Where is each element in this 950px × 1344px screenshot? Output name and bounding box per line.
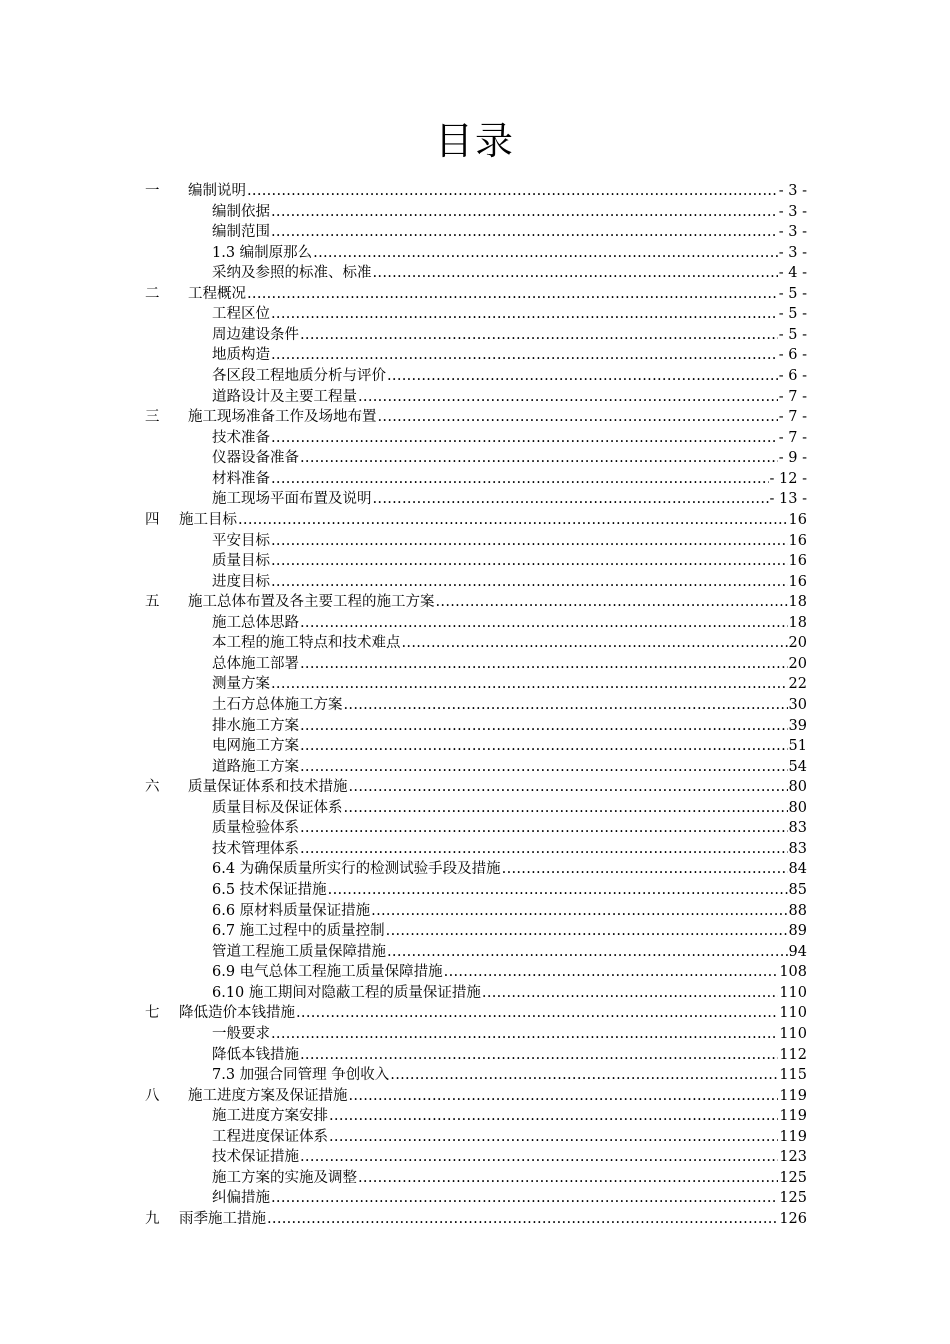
toc-dot-leader xyxy=(502,860,788,878)
toc-entry-label: 总体施工部署 xyxy=(212,655,299,672)
toc-entry-label: 平安目标 xyxy=(212,532,270,549)
toc-page-number: 80 xyxy=(788,799,807,816)
toc-entry[interactable] xyxy=(212,386,807,406)
toc-dot-leader xyxy=(300,819,788,837)
toc-entry[interactable] xyxy=(212,982,807,1002)
toc-dot-leader xyxy=(271,1189,778,1207)
toc-page-number: 18 xyxy=(788,594,807,611)
toc-dot-leader xyxy=(271,203,778,221)
toc-entry-label: 工程进度保证体系 xyxy=(212,1128,328,1145)
toc-entry[interactable] xyxy=(212,242,807,262)
toc-entry[interactable] xyxy=(145,509,807,529)
toc-entry[interactable] xyxy=(212,344,807,364)
toc-page-number: - 7 - xyxy=(778,388,807,405)
toc-entry-label: 周边建设条件 xyxy=(212,326,299,343)
toc-entry[interactable] xyxy=(212,201,807,221)
toc-entry-label: 施工现场准备工作及场地布置 xyxy=(188,409,377,426)
toc-page-number: 22 xyxy=(788,676,807,693)
toc-entry-label: 6.6 原材料质量保证措施 xyxy=(212,902,371,919)
toc-page-number: 18 xyxy=(788,614,807,631)
toc-page-number: - 12 - xyxy=(769,470,807,487)
toc-entry-label: 一般要求 xyxy=(212,1025,270,1042)
toc-entry[interactable] xyxy=(212,632,807,652)
toc-entry-label: 技术准备 xyxy=(212,429,270,446)
toc-entry[interactable] xyxy=(212,1023,807,1043)
toc-entry-label: 材料准备 xyxy=(212,470,270,487)
toc-page-number: - 7 - xyxy=(778,429,807,446)
toc-page-number: 30 xyxy=(788,697,807,713)
toc-entry[interactable] xyxy=(212,735,807,755)
toc-dot-leader xyxy=(271,346,778,364)
toc-page-number: 110 xyxy=(779,1005,807,1022)
toc-entry[interactable] xyxy=(212,817,807,837)
toc-dot-leader xyxy=(247,182,778,200)
toc-entry[interactable] xyxy=(212,530,807,550)
toc-dot-leader xyxy=(271,1025,778,1043)
toc-entry[interactable] xyxy=(145,1002,807,1022)
toc-entry-label: 施工现场平面布置及说明 xyxy=(212,491,372,508)
toc-page-number: 16 xyxy=(788,511,807,528)
toc-title: 目录 xyxy=(434,119,515,163)
toc-page-number: - 6 - xyxy=(778,368,807,385)
toc-page-number: 88 xyxy=(788,902,807,919)
toc-dot-leader xyxy=(436,593,788,611)
toc-entry-label: 施工目标 xyxy=(179,511,237,528)
toc-dot-leader xyxy=(271,532,788,550)
toc-page-number: 119 xyxy=(779,1128,807,1145)
toc-dot-leader xyxy=(296,1004,778,1022)
toc-chapter-number: 一 xyxy=(145,183,160,199)
toc-dot-leader xyxy=(300,655,788,673)
toc-dot-leader xyxy=(300,1046,778,1064)
toc-page-number: 51 xyxy=(788,738,807,755)
toc-entry[interactable] xyxy=(212,468,807,488)
toc-page-number: - 5 - xyxy=(778,306,807,323)
toc-entry[interactable] xyxy=(145,283,807,303)
toc-entry-label: 施工进度方案及保证措施 xyxy=(188,1087,348,1104)
toc-dot-leader xyxy=(344,696,788,714)
toc-entry[interactable] xyxy=(145,776,807,796)
toc-page-number: 125 xyxy=(779,1169,807,1186)
toc-entry[interactable] xyxy=(212,1167,807,1187)
toc-entry[interactable] xyxy=(212,262,807,282)
toc-entry[interactable] xyxy=(212,961,807,981)
toc-entry[interactable] xyxy=(212,488,807,508)
toc-page-number: 94 xyxy=(788,943,807,960)
toc-entry[interactable] xyxy=(145,1208,807,1228)
toc-entry-label: 测量方案 xyxy=(212,676,270,693)
toc-page-number: 20 xyxy=(788,655,807,672)
toc-entry-label: 进度目标 xyxy=(212,573,270,590)
toc-entry-label: 纠偏措施 xyxy=(212,1190,270,1207)
toc-dot-leader xyxy=(300,758,788,776)
toc-chapter-number: 六 xyxy=(145,779,160,796)
toc-entry[interactable] xyxy=(212,653,807,673)
toc-page-number: 39 xyxy=(788,717,807,734)
toc-entry[interactable] xyxy=(212,879,807,899)
toc-dot-leader xyxy=(371,902,787,920)
toc-entry-label: 施工总体布置及各主要工程的施工方案 xyxy=(188,594,435,611)
toc-dot-leader xyxy=(267,1210,778,1228)
toc-page-number: - 3 - xyxy=(778,203,807,220)
toc-entry[interactable] xyxy=(212,303,807,323)
toc-page-number: 85 xyxy=(788,882,807,899)
toc-page-number: 123 xyxy=(779,1149,807,1166)
toc-entry-label: 道路设计及主要工程量 xyxy=(212,388,357,405)
toc-page-number: 80 xyxy=(788,779,807,796)
toc-entry-label: 土石方总体施工方案 xyxy=(212,697,343,713)
toc-entry-label: 电网施工方案 xyxy=(212,738,299,755)
toc-dot-leader xyxy=(386,922,788,940)
toc-entry[interactable] xyxy=(212,365,807,385)
toc-entry[interactable] xyxy=(212,797,807,817)
toc-entry-label: 地质构造 xyxy=(212,347,270,364)
toc-dot-leader xyxy=(271,429,778,447)
toc-entry-label: 质量保证体系和技术措施 xyxy=(188,779,348,796)
toc-entry[interactable] xyxy=(212,1105,807,1125)
toc-dot-leader xyxy=(349,778,788,796)
toc-entry-label: 工程区位 xyxy=(212,306,270,323)
toc-dot-leader xyxy=(271,675,788,693)
toc-entry[interactable] xyxy=(212,858,807,878)
toc-entry-label: 管道工程施工质量保障措施 xyxy=(212,943,386,960)
toc-page-number: 119 xyxy=(779,1108,807,1125)
toc-dot-leader xyxy=(402,634,788,652)
toc-chapter-number: 四 xyxy=(145,511,160,528)
toc-entry-label: 采纳及参照的标准、标准 xyxy=(212,265,372,282)
toc-dot-leader xyxy=(300,717,788,735)
toc-entry-label: 编制说明 xyxy=(188,183,246,199)
toc-dot-leader xyxy=(300,326,778,344)
toc-entry-label: 编制范围 xyxy=(212,224,270,241)
toc-entry[interactable] xyxy=(212,1064,807,1084)
toc-page-number: 108 xyxy=(779,964,807,981)
toc-entry-label: 工程概况 xyxy=(188,285,246,302)
toc-page-number: - 9 - xyxy=(778,450,807,467)
toc-entry-label: 仪器设备准备 xyxy=(212,450,299,467)
toc-entry[interactable] xyxy=(212,571,807,591)
toc-page-number: 16 xyxy=(788,553,807,570)
toc-entry[interactable] xyxy=(212,1044,807,1064)
toc-entry-label: 技术保证措施 xyxy=(212,1149,299,1166)
toc-dot-leader xyxy=(329,1107,778,1125)
toc-page-number: 110 xyxy=(779,1025,807,1042)
toc-dot-leader xyxy=(300,449,778,467)
toc-page-number: - 5 - xyxy=(778,285,807,302)
toc-page-number: - 7 - xyxy=(778,409,807,426)
toc-dot-leader xyxy=(313,244,778,262)
toc-page-number: 16 xyxy=(788,573,807,590)
toc-page-number: 126 xyxy=(779,1211,807,1227)
toc-entry[interactable] xyxy=(212,324,807,344)
toc-entry-label: 施工方案的实施及调整 xyxy=(212,1169,357,1186)
toc-dot-leader xyxy=(373,490,769,508)
toc-page-number: - 3 - xyxy=(778,224,807,241)
toc-page-number: 89 xyxy=(788,923,807,940)
toc-entry-label: 6.9 电气总体工程施工质量保障措施 xyxy=(212,964,443,981)
toc-page-number: 115 xyxy=(779,1067,807,1084)
toc-dot-leader xyxy=(373,264,778,282)
toc-entry-label: 质量目标及保证体系 xyxy=(212,799,343,816)
toc-entry[interactable] xyxy=(212,900,807,920)
toc-entry-label: 6.4 为确保质量所实行的检测试验手段及措施 xyxy=(212,861,501,878)
toc-dot-leader xyxy=(300,737,788,755)
toc-entry-label: 编制依据 xyxy=(212,203,270,220)
toc-entry-label: 6.10 施工期间对隐蔽工程的质量保证措施 xyxy=(212,984,481,1001)
toc-dot-leader xyxy=(238,511,788,529)
toc-dot-leader xyxy=(300,840,788,858)
toc-entry-label: 各区段工程地质分析与评价 xyxy=(212,368,386,385)
toc-chapter-number: 三 xyxy=(145,409,160,426)
toc-page-number: 54 xyxy=(788,758,807,775)
toc-entry-label: 技术管理体系 xyxy=(212,840,299,857)
toc-dot-leader xyxy=(349,1087,779,1105)
toc-chapter-number: 五 xyxy=(145,594,160,611)
toc-chapter-number: 八 xyxy=(145,1087,160,1104)
toc-entry[interactable] xyxy=(212,694,807,714)
toc-page-number: 112 xyxy=(779,1046,807,1063)
toc-page-number: 119 xyxy=(779,1087,807,1104)
toc-entry-label: 降低造价本钱措施 xyxy=(179,1005,295,1022)
toc-dot-leader xyxy=(271,470,769,488)
toc-page-number: 16 xyxy=(788,532,807,549)
toc-dot-leader xyxy=(300,614,788,632)
toc-entry[interactable] xyxy=(145,406,807,426)
toc-dot-leader xyxy=(271,223,778,241)
toc-page-number: - 3 - xyxy=(778,183,807,199)
toc-chapter-number: 九 xyxy=(145,1211,160,1227)
toc-chapter-number: 七 xyxy=(145,1005,160,1022)
toc-entry-label: 1.3 编制原那么 xyxy=(212,244,313,261)
toc-dot-leader xyxy=(271,552,788,570)
toc-entry[interactable] xyxy=(212,673,807,693)
toc-entry-label: 降低本钱措施 xyxy=(212,1046,299,1063)
toc-entry[interactable] xyxy=(212,221,807,241)
toc-entry[interactable] xyxy=(145,1085,807,1105)
toc-chapter-number: 二 xyxy=(145,285,160,302)
toc-entry[interactable] xyxy=(212,941,807,961)
toc-page-number: 83 xyxy=(788,820,807,837)
toc-dot-leader xyxy=(271,573,788,591)
toc-dot-leader xyxy=(328,881,788,899)
toc-dot-leader xyxy=(444,963,779,981)
toc-page-number: 110 xyxy=(779,984,807,1001)
toc-entry[interactable] xyxy=(212,715,807,735)
toc-dot-leader xyxy=(344,799,788,817)
toc-entry[interactable] xyxy=(212,920,807,940)
toc-dot-leader xyxy=(378,408,778,426)
toc-dot-leader xyxy=(358,1169,778,1187)
toc-dot-leader xyxy=(387,367,778,385)
toc-entry[interactable] xyxy=(145,591,807,611)
toc-page-number: - 13 - xyxy=(769,491,807,508)
toc-entry-label: 质量目标 xyxy=(212,553,270,570)
toc-entry-label: 本工程的施工特点和技术难点 xyxy=(212,635,401,652)
toc-page-number: 20 xyxy=(788,635,807,652)
toc-dot-leader xyxy=(300,1148,778,1166)
toc-entry-label: 6.7 施工过程中的质量控制 xyxy=(212,923,385,940)
toc-dot-leader xyxy=(482,984,778,1002)
toc-dot-leader xyxy=(329,1128,778,1146)
toc-entry[interactable] xyxy=(212,447,807,467)
toc-entry[interactable] xyxy=(212,1187,807,1207)
toc-page-number: - 4 - xyxy=(778,265,807,282)
toc-dot-leader xyxy=(247,285,778,303)
toc-entry[interactable] xyxy=(145,180,807,200)
toc-entry-label: 质量检验体系 xyxy=(212,820,299,837)
toc-entry-label: 施工进度方案安排 xyxy=(212,1108,328,1125)
toc-page-number: - 5 - xyxy=(778,326,807,343)
toc-entry[interactable] xyxy=(212,1146,807,1166)
toc-entry-label: 施工总体思路 xyxy=(212,614,299,631)
toc-dot-leader xyxy=(358,388,778,406)
toc-page-number: - 3 - xyxy=(778,244,807,261)
toc-page-number: 84 xyxy=(788,861,807,878)
toc-entry-label: 排水施工方案 xyxy=(212,717,299,734)
toc-entry[interactable] xyxy=(212,1126,807,1146)
toc-entry[interactable] xyxy=(212,550,807,570)
toc-page-number: - 6 - xyxy=(778,347,807,364)
toc-entry-label: 7.3 加强合同管理 争创收入 xyxy=(212,1067,390,1084)
toc-entry-label: 雨季施工措施 xyxy=(179,1211,266,1227)
toc-dot-leader xyxy=(271,305,778,323)
toc-dot-leader xyxy=(390,1066,778,1084)
toc-page-number: 83 xyxy=(788,840,807,857)
toc-dot-leader xyxy=(387,943,788,961)
toc-entry[interactable] xyxy=(212,838,807,858)
toc-entry-label: 道路施工方案 xyxy=(212,758,299,775)
toc-entry[interactable] xyxy=(212,756,807,776)
toc-entry-label: 6.5 技术保证措施 xyxy=(212,882,327,899)
toc-page-number: 125 xyxy=(779,1190,807,1207)
toc-entry[interactable] xyxy=(212,427,807,447)
toc-entry[interactable] xyxy=(212,612,807,632)
